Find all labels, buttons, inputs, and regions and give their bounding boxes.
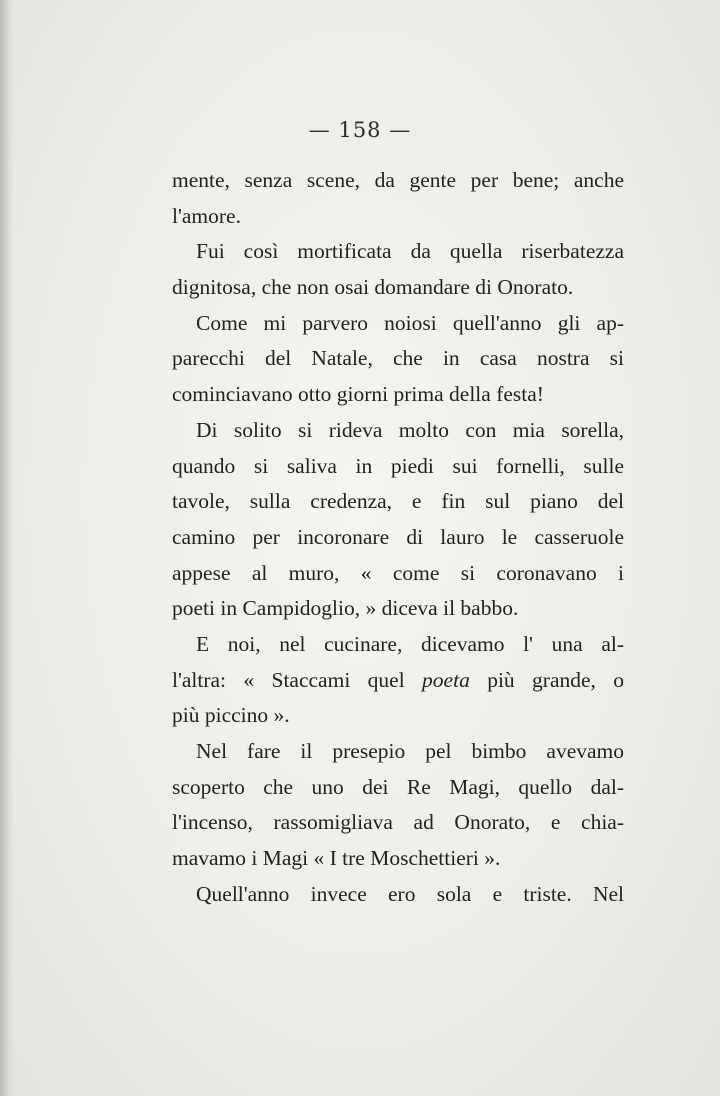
text-line: camino per incoronare di lauro le casseruole [172,524,624,549]
text-line: cominciavano otto giorni prima della festa! [172,382,544,407]
text-line: Quell'anno invece ero sola e triste. Nel [196,881,624,906]
body-text [172,163,624,912]
text-segment: l'altra: « Staccami quel [172,667,423,692]
text-line: Come mi parvero noiosi quell'anno gli ap- [196,310,624,335]
italic-word: poeta [422,667,470,692]
text-line: Nel fare il presepio pel bimbo avevamo [196,739,624,763]
page-number: — 158 — [308,118,412,142]
text-line: Di solito si rideva molto con mia sorella, [196,417,624,442]
text-line: poeti in Campidoglio, » diceva il babbo. [172,596,519,621]
text-line: Fui così mortificata da quella riserbatezza [196,239,624,264]
text-line: dignitosa, che non osai domandare di Onorato. [172,275,574,300]
text-line: mavamo i Magi « I tre Moschettieri ». [172,846,501,871]
text-line: E noi, nel cucinare, dicevamo l' una al- [196,631,624,656]
text-line: quando si saliva in piedi sui fornelli, sulle [172,453,624,478]
page-edge-shadow [0,0,14,1096]
text-segment: più grande, o [469,667,625,692]
text-line: più piccino ». [172,703,290,728]
text-line: parecchi del Natale, che in casa nostra si [172,346,624,371]
text-line: appese al muro, « come si coronavano i [172,560,624,585]
text-line-with-italic [172,663,624,699]
text-line: l'incenso, rassomigliava ad Onorato, e chia- [172,810,624,835]
text-line: scoperto che uno dei Re Magi, quello dal- [172,774,624,799]
text-line: mente, senza scene, da gente per bene; anche [172,168,624,192]
text-line: l'amore. [172,203,241,228]
text-line: tavole, sulla credenza, e fin sul piano del [172,489,624,514]
